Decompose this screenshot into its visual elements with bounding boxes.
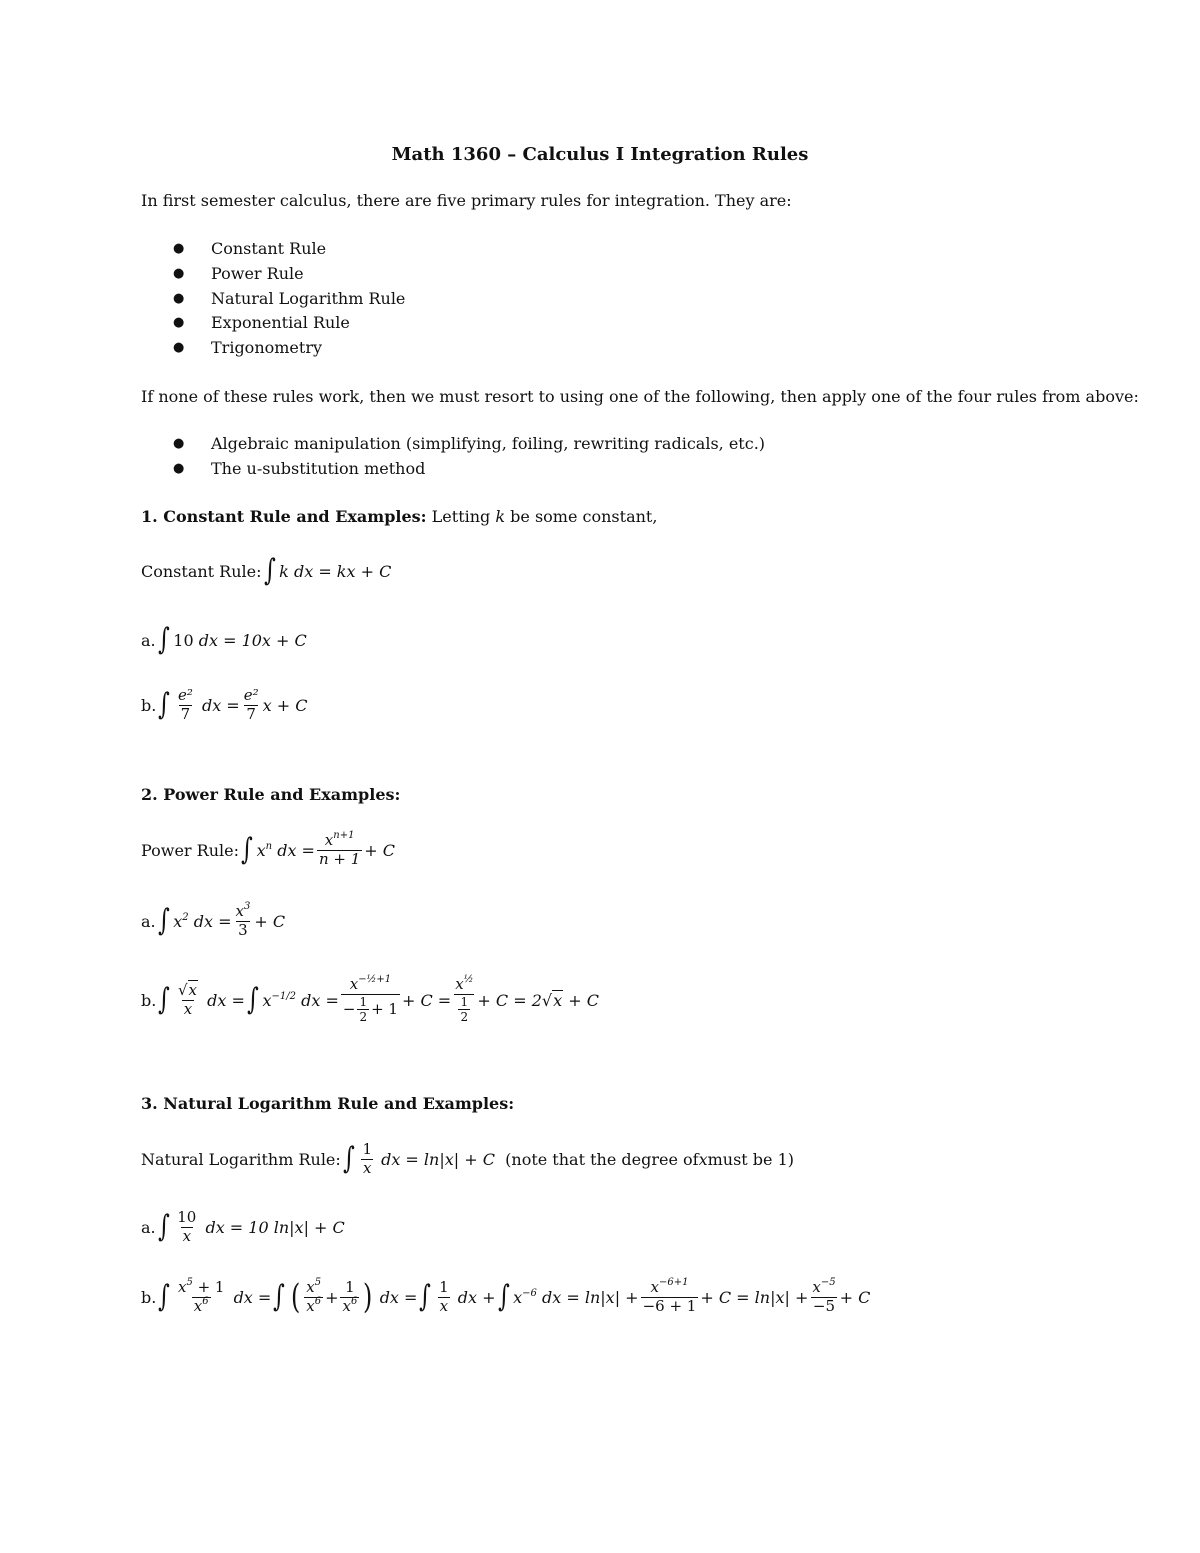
right-paren-icon: ) bbox=[363, 1277, 373, 1318]
bullet-icon: ● bbox=[173, 265, 185, 281]
bullet-icon: ● bbox=[173, 290, 185, 306]
ln-example-b: b. ∫ $\frac{x^5 + 1}{x^6}$ dx = ∫ ( $\frac{x^5}{x^6}$ + $\frac{1}{x^6}$ ) dx = ∫ $\frac{1}{x}$ dx + ∫ $x^{-6}$ dx = ln|x| + $\frac{x^{-6+1}}{-6 + 1}$ + C = ln|x| + $\frac{x^{-5}}{-5}$ + C bbox=[141, 1277, 871, 1318]
integral-sign-icon: ∫ bbox=[158, 1279, 171, 1315]
bullet-icon: ● bbox=[173, 460, 185, 476]
ln-rule-formula: Natural Logarithm Rule: ∫ $\frac{1}{x}$ dx = ln|x| + C (note that the degree of x must be 1) bbox=[141, 1140, 795, 1177]
constant-rule-formula: Constant Rule: ∫ k dx = kx + C bbox=[141, 553, 392, 588]
constant-example-b: b. ∫ $\frac{\text{e²}}{7}$ dx = $\frac{\text{e²}}{7}$ x + C bbox=[141, 686, 308, 723]
fraction: $x^{-\frac{1}{2}+1}$ − $\frac{1}{2}$ + 1 bbox=[342, 974, 398, 1025]
power-rule-formula: Power Rule: ∫ $x^n$ dx = $\frac{x^{n+1}}{n + 1}$ + C bbox=[141, 830, 396, 868]
integral-sign-icon: ∫ bbox=[157, 903, 170, 939]
fraction: $\frac{x^{\frac{1}{2}}}{\frac{1}{2}}$ bbox=[455, 974, 474, 1025]
section-heading: 1. Constant Rule and Examples: bbox=[141, 507, 427, 526]
intro-paragraph: In first semester calculus, there are five primary rules for integration. They are: bbox=[141, 191, 792, 210]
list-item: ● Trigonometry bbox=[141, 336, 405, 361]
list-item: ● Constant Rule bbox=[141, 237, 405, 262]
power-example-a: a. ∫ $x^2$ dx = $\frac{x^3}{3}$ + C bbox=[141, 901, 286, 939]
integral-sign-icon: ∫ bbox=[157, 622, 170, 657]
list-item: ● Algebraic manipulation (simplifying, foiling, rewriting radicals, etc.) bbox=[141, 432, 765, 457]
bullet-icon: ● bbox=[173, 436, 185, 451]
fraction: $\frac{x^5 + 1}{x^6}$ bbox=[177, 1277, 225, 1315]
integral-sign-icon: ∫ bbox=[157, 1209, 170, 1245]
fallback-list bbox=[141, 432, 765, 482]
integral-sign-icon: ∫ bbox=[240, 832, 253, 868]
integral-sign-icon: ∫ bbox=[158, 687, 171, 723]
list-item: ● The u-substitution method bbox=[141, 457, 765, 482]
list-item: ● Natural Logarithm Rule bbox=[141, 287, 405, 312]
bullet-icon: ● bbox=[173, 315, 185, 331]
fraction: $\frac{x^5}{x^6}$ bbox=[306, 1277, 322, 1315]
integral-sign-icon: ∫ bbox=[419, 1279, 432, 1315]
section1-heading-line: 1. Constant Rule and Examples: Letting k be some constant, bbox=[141, 507, 658, 526]
page-title: Math 1360 – Calculus I Integration Rules bbox=[391, 144, 809, 165]
constant-example-a: a. ∫ 10 dx = 10x + C bbox=[141, 622, 307, 657]
integral-sign-icon: ∫ bbox=[246, 982, 259, 1018]
fraction: $\frac{1}{x}$ bbox=[439, 1278, 449, 1315]
integral-sign-icon: ∫ bbox=[158, 982, 171, 1018]
integral-sign-icon: ∫ bbox=[497, 1279, 510, 1315]
bullet-icon: ● bbox=[173, 241, 185, 256]
left-paren-icon: ( bbox=[290, 1277, 301, 1318]
list-item: ● Power Rule bbox=[141, 262, 405, 287]
fraction: $\frac{1}{x^6}$ bbox=[342, 1278, 358, 1315]
fallback-paragraph: If none of these rules work, then we must resort to using one of the following, then apply one of the four rules from above: bbox=[141, 387, 1139, 406]
bullet-icon: ● bbox=[173, 340, 185, 356]
power-example-b: b. ∫ $\frac{√x}{x}$ dx = ∫ $x^{-1/2}$ dx = $x^{-\frac{1}{2}+1}$ − $\frac{1}{2}$ + 1 + C = $\frac{x^{\frac{1}{2}}}{\frac{1}{2}}$ + C = 2 √x + C bbox=[141, 974, 599, 1025]
fraction: $\frac{\text{e²}}{7}$ bbox=[243, 686, 259, 723]
fraction: $\frac{\text{e²}}{7}$ bbox=[177, 686, 193, 723]
integral-sign-icon: ∫ bbox=[342, 1141, 355, 1177]
fraction: $\frac{x^3}{3}$ bbox=[235, 901, 251, 939]
fraction: $\frac{x^{-6+1}}{-6 + 1}$ bbox=[642, 1277, 697, 1315]
fraction: $\frac{x^{n+1}}{n + 1}$ bbox=[318, 830, 361, 868]
integral-sign-icon: ∫ bbox=[273, 1279, 286, 1315]
fraction: $\frac{√x}{x}$ bbox=[177, 981, 197, 1018]
rules-list bbox=[141, 237, 405, 361]
list-item: ● Exponential Rule bbox=[141, 311, 405, 336]
ln-example-a: a. ∫ $\frac{10}{x}$ dx = 10 ln|x| + C bbox=[141, 1208, 345, 1245]
fraction: $\frac{x^{-5}}{-5}$ bbox=[812, 1277, 836, 1315]
integral-sign-icon: ∫ bbox=[263, 553, 276, 588]
section-heading: 2. Power Rule and Examples: bbox=[141, 785, 401, 804]
fraction: $\frac{10}{x}$ bbox=[177, 1208, 197, 1245]
section-heading: 3. Natural Logarithm Rule and Examples: bbox=[141, 1094, 515, 1113]
fraction: $\frac{1}{x}$ bbox=[362, 1140, 372, 1177]
